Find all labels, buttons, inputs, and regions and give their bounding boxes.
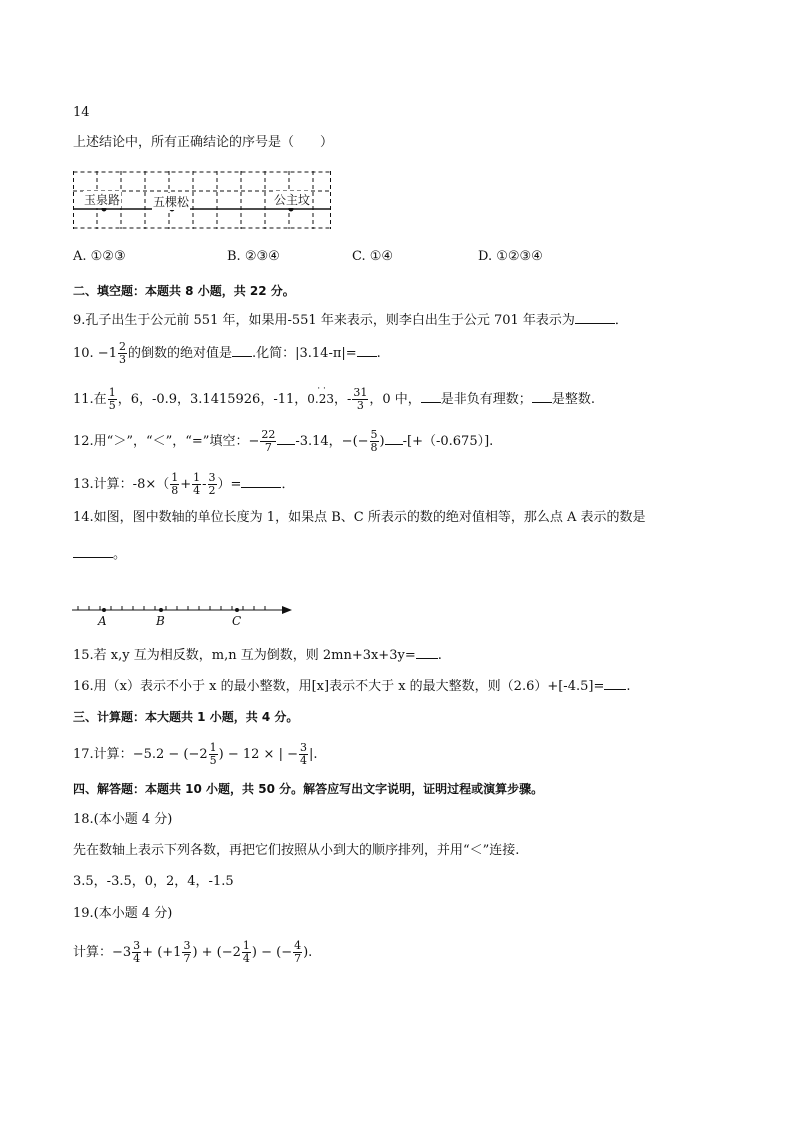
q19-expr-2: ) + (−2 — [192, 945, 241, 960]
q11-end: 是整数. — [551, 392, 595, 407]
q11-text: ，6，-0.9，3.1415926，-11， — [117, 392, 308, 407]
station-label-yuquanlu: 玉泉路 — [84, 193, 121, 207]
q19-expr-4: ). — [303, 945, 313, 960]
question-18-numbers: 3.5，-3.5，0，2，4，-1.5 — [73, 874, 234, 889]
q17-expr-2: ) − 12 × | − — [218, 747, 298, 762]
question-8-stem: 上述结论中，所有正确结论的序号是（ ） — [73, 135, 334, 150]
question-10 — [73, 341, 381, 366]
punct: ． — [281, 477, 295, 492]
question-14-line2 — [73, 545, 126, 564]
point-c-dot — [235, 608, 239, 612]
q11-text-3: ，0 中， — [369, 392, 421, 407]
fraction: $\frac{1}{4}$ — [193, 471, 201, 497]
question-19-head: 19.(本小题 4 分) — [73, 906, 173, 921]
question-18-head: 18.(本小题 4 分) — [73, 812, 173, 827]
question-16 — [73, 677, 630, 696]
q11-text-4: 是非负有理数； — [440, 392, 532, 407]
q11-prefix: 11.在 — [73, 392, 107, 407]
fraction: $\frac{3}{7}$ — [183, 939, 191, 965]
fraction: $\frac{1}{4}$ — [242, 939, 250, 965]
answer-blank — [277, 432, 295, 445]
answer-blank — [232, 344, 252, 357]
question-14-line1: 14.如图，图中数轴的单位长度为 1，如果点 B、C 所表示的数的绝对值相等，那么点 A 表示的数是 — [73, 510, 646, 525]
operator: - — [202, 477, 207, 492]
point-a-label: A — [98, 614, 107, 628]
q13-close: ）= — [217, 477, 242, 492]
q11-text-2: ，- — [333, 392, 352, 407]
punct: 。 — [113, 547, 127, 562]
answer-blank — [421, 390, 441, 403]
station-label-wukesong: 五棵松 — [153, 195, 190, 209]
option-c: C. ①④ — [352, 249, 394, 264]
point-b-label: B — [156, 614, 165, 628]
question-17 — [73, 742, 318, 767]
option-d: D. ①②③④ — [478, 249, 543, 264]
q19-expr-3: ) − (− — [251, 945, 293, 960]
point-a-dot — [102, 608, 106, 612]
answer-blank — [604, 677, 626, 690]
q17-prefix: 17.计算： — [73, 747, 133, 762]
q13-prefix: 13.计算：-8×（ — [73, 477, 170, 492]
question-9-text: 9.孔子出生于公元前 551 年，如果用-551 年来表示，则李白出生于公元 701 年表示为 — [73, 313, 575, 328]
operator: + — [180, 477, 192, 492]
question-12 — [73, 429, 493, 454]
question-18-body: 先在数轴上表示下列各数，再把它们按照从小到大的顺序排列，并用“＜”连接. — [73, 843, 520, 858]
fraction: $\frac{3}{4}$ — [133, 939, 141, 965]
q12-text: -3.14，−(− — [295, 434, 369, 449]
q15-text: 15.若 x,y 互为相反数，m,n 互为倒数，则 2mn+3x+3y= — [73, 648, 416, 663]
fraction: $\frac{1}{5}$ — [209, 741, 217, 767]
repeating-decimal: · · 0.23 — [307, 384, 334, 406]
q10-text: 的倒数的绝对值是 — [127, 346, 232, 361]
point-b-dot — [159, 608, 163, 612]
page-number-fragment: 14 — [73, 105, 90, 120]
answer-blank — [385, 432, 403, 445]
q19-expr: + (+1 — [142, 945, 182, 960]
fraction: $\frac{1}{8}$ — [171, 471, 179, 497]
fraction: $\frac{3}{4}$ — [300, 741, 307, 767]
q10-prefix: 10. −1 — [73, 346, 117, 361]
punct: . — [437, 648, 442, 663]
punct: ． — [614, 313, 628, 328]
answer-blank — [357, 344, 377, 357]
fraction: $\frac{31}{3}$ — [353, 386, 368, 412]
q10-text-2: .化简：|3.14-π|= — [252, 346, 357, 361]
fraction: $\frac{3}{2}$ — [208, 471, 216, 497]
answer-blank — [416, 646, 438, 659]
question-15 — [73, 646, 442, 665]
section-2-heading: 二、填空题：本题共 8 小题，共 22 分。 — [73, 284, 295, 298]
question-13 — [73, 472, 294, 497]
option-a: A. ①②③ — [73, 249, 126, 264]
number-line-figure — [70, 600, 295, 630]
answer-blank — [241, 475, 281, 488]
q12-end: -[+（-0.675）]. — [402, 434, 494, 449]
q19-prefix: 计算：−3 — [73, 945, 132, 960]
q17-expr-3: |. — [309, 747, 318, 762]
punct: . — [376, 346, 381, 361]
point-c-label: C — [232, 614, 242, 628]
fraction: $\frac{4}{7}$ — [294, 939, 302, 965]
punct: . — [626, 679, 631, 694]
q12-text-2: ) — [379, 434, 385, 449]
section-4-heading: 四、解答题：本题共 10 小题，共 50 分。解答应写出文字说明，证明过程或演算步骤。 — [73, 782, 544, 796]
station-label-gongzhufen: 公主坟 — [274, 193, 311, 207]
question-9 — [73, 311, 628, 330]
fraction: $\frac{2}{3}$ — [118, 340, 126, 366]
q17-expr: −5.2 − (−2 — [132, 747, 208, 762]
section-3-heading: 三、计算题：本大题共 1 小题，共 4 分。 — [73, 710, 299, 724]
subway-map-figure — [73, 171, 331, 229]
answer-blank — [532, 390, 552, 403]
question-11 — [73, 384, 595, 412]
q16-text: 16.用（x）表示不小于 x 的最小整数，用[x]表示不大于 x 的最大整数，则（2.6）+[-4.5]= — [73, 679, 605, 694]
q12-prefix: 12.用“＞”，“＜”，“=”填空：− — [73, 434, 260, 449]
fraction: $\frac{22}{7}$ — [261, 428, 276, 454]
fraction: $\frac{1}{5}$ — [108, 386, 116, 412]
fraction: $\frac{5}{8}$ — [370, 428, 378, 454]
answer-blank — [73, 545, 113, 558]
answer-blank — [575, 311, 615, 324]
question-19 — [73, 940, 312, 965]
option-b: B. ②③④ — [227, 249, 280, 264]
